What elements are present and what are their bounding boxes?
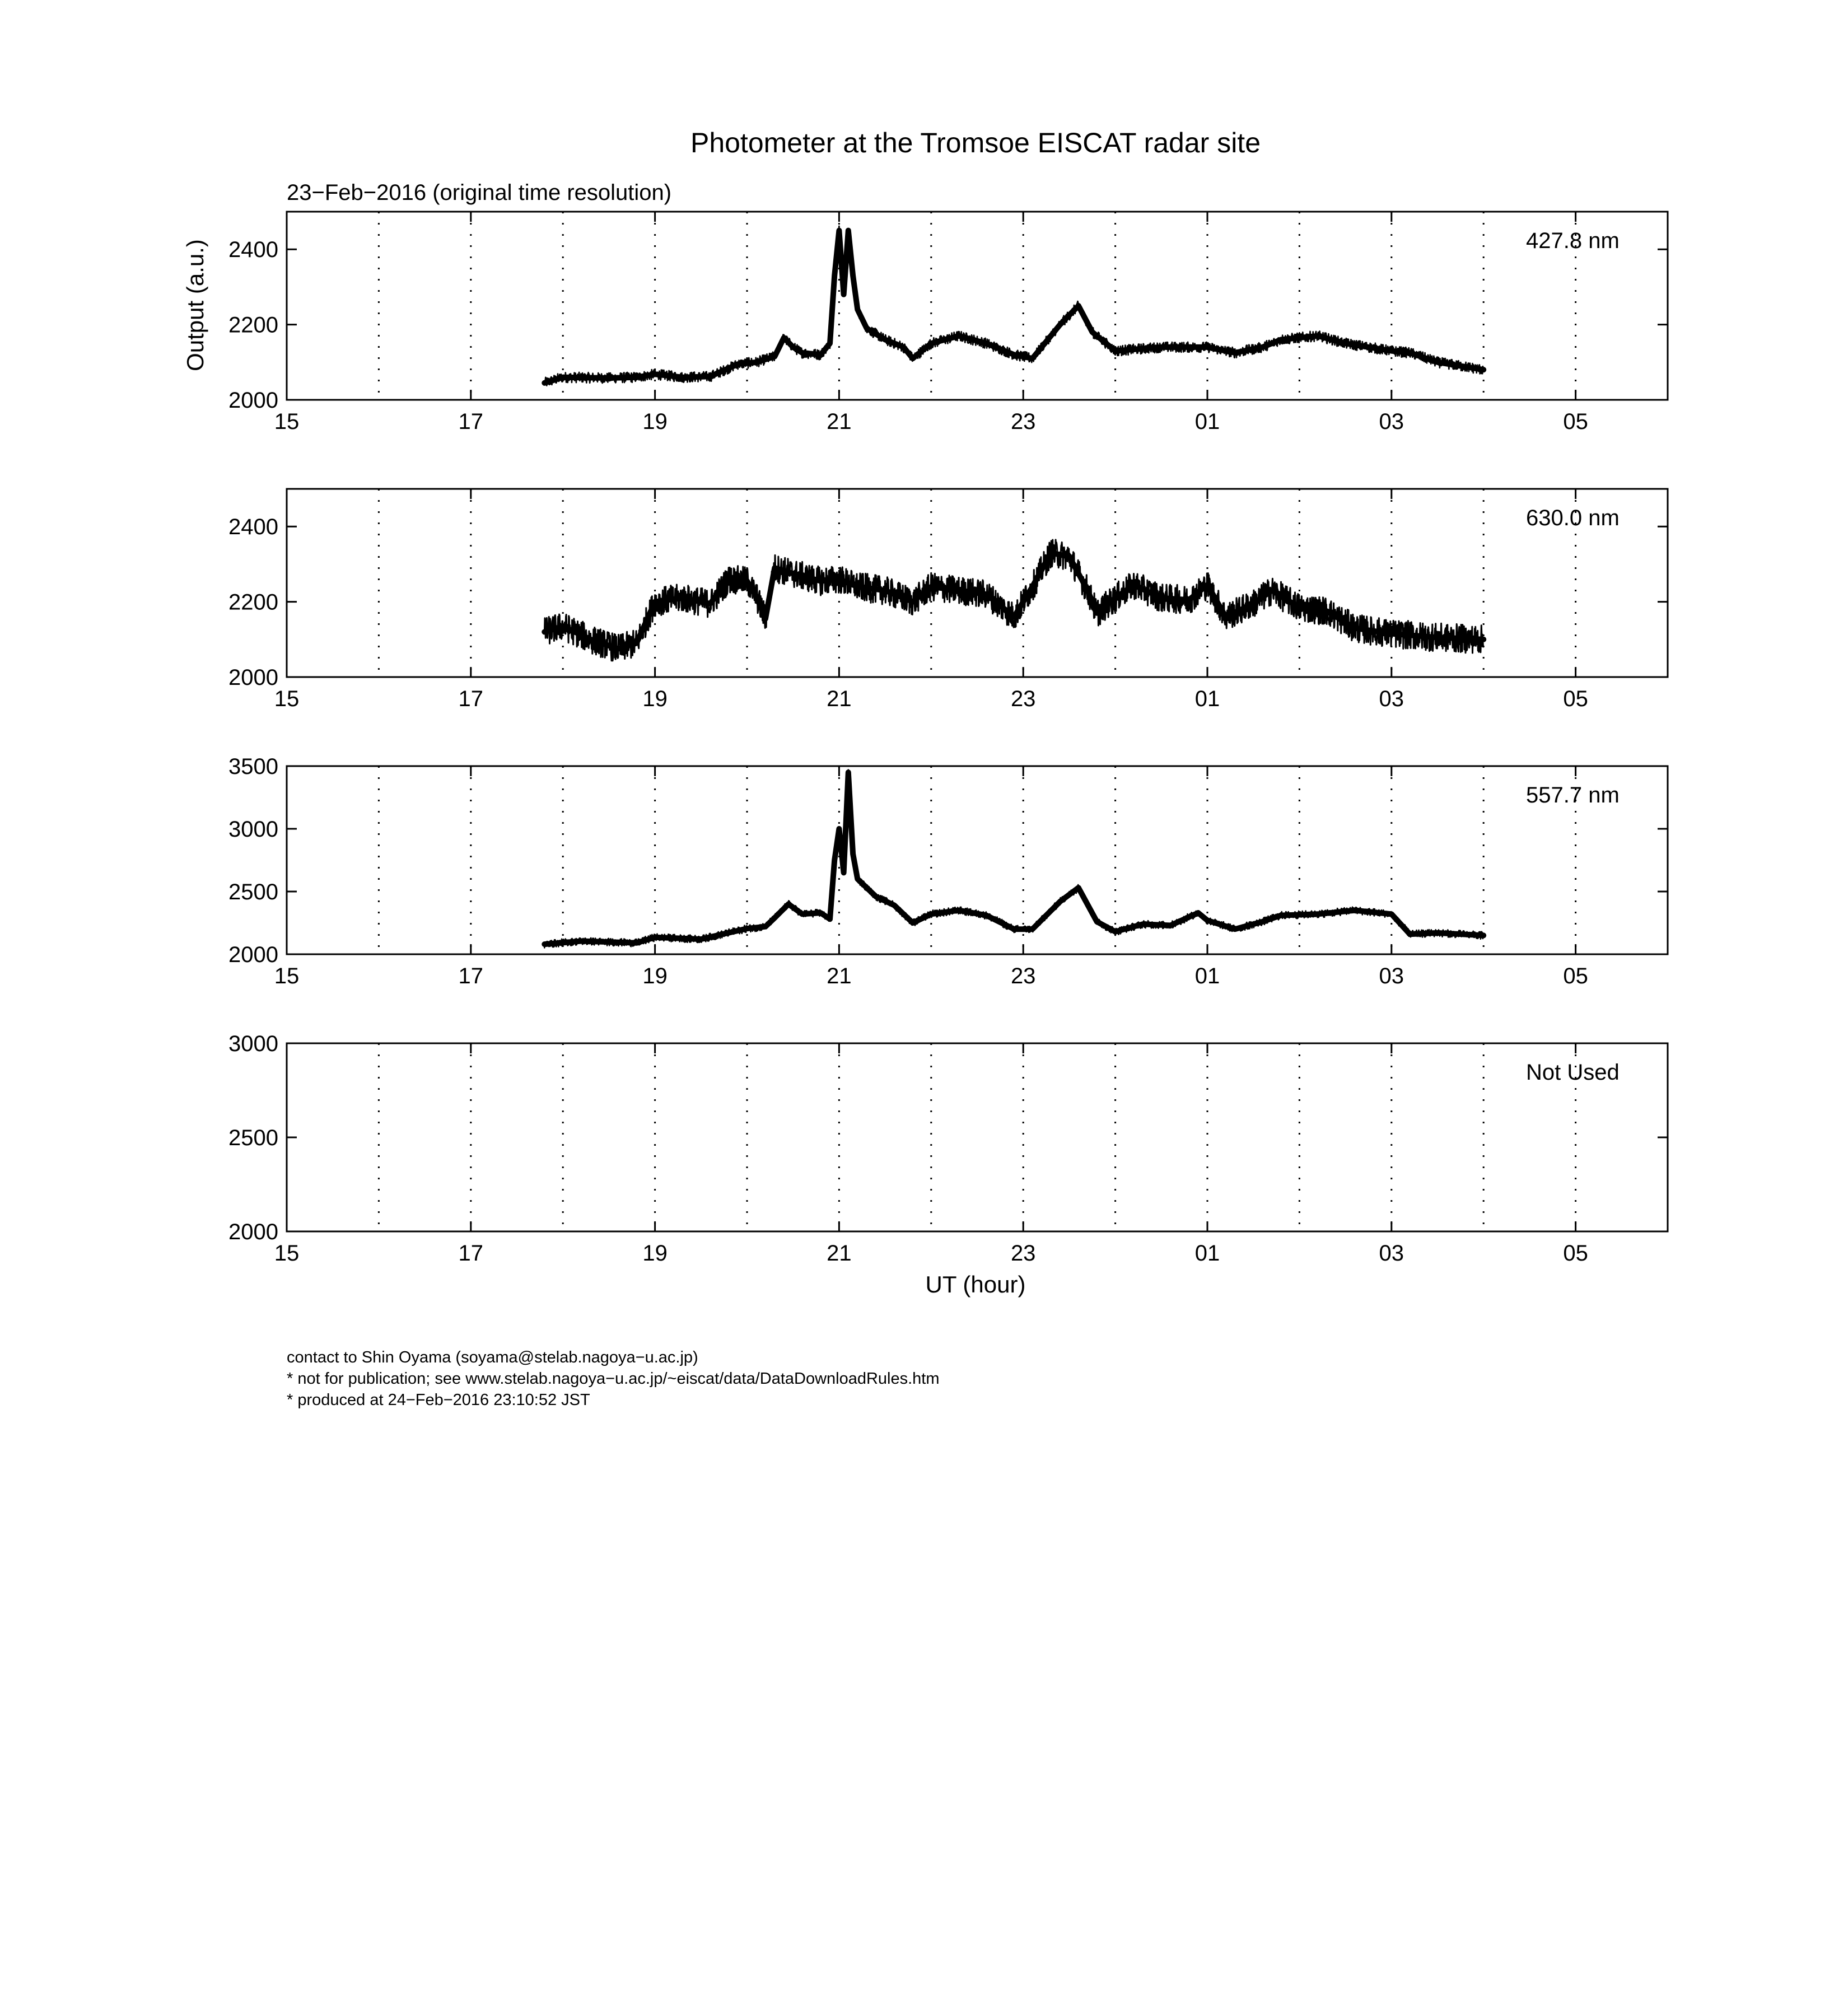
panel-4-xtick-label: 03	[1379, 1241, 1404, 1266]
panel-1	[228, 212, 1668, 434]
footer-line-contact: contact to Shin Oyama (soyama@stelab.nagoya−u.ac.jp)	[287, 1348, 698, 1366]
panel-4-xtick-label: 01	[1194, 1241, 1220, 1266]
panel-3-xtick-label: 03	[1379, 964, 1404, 988]
panel-1-xtick-label: 05	[1563, 409, 1588, 434]
panel-4-xtick-label: 21	[827, 1241, 852, 1266]
panel-2-series-core	[544, 553, 1483, 648]
panel-2-xtick-label: 19	[642, 687, 668, 711]
panel-1-xtick-label: 19	[642, 409, 668, 434]
panel-2-ytick-label: 2200	[228, 590, 278, 615]
panel-3	[228, 754, 1668, 988]
panel-1-xtick-label: 21	[827, 409, 852, 434]
panel-4-wavelength-label: Not Used	[1526, 1060, 1620, 1085]
panel-2-xtick-label: 15	[274, 687, 300, 711]
panel-2-ytick-label: 2400	[228, 515, 278, 540]
panel-2-xtick-label: 01	[1194, 687, 1220, 711]
panel-1-ytick-label: 2400	[228, 237, 278, 263]
panel-1-xtick-label: 17	[458, 409, 484, 434]
panel-2-xtick-label: 05	[1563, 687, 1588, 711]
panel-3-ytick-label: 3500	[228, 754, 278, 779]
panel-1-wavelength-label: 427.8 nm	[1526, 228, 1620, 253]
footer-line-rules: * not for publication; see www.stelab.nagoya−u.ac.jp/~eiscat/data/DataDownloadRules.htm	[287, 1370, 940, 1388]
panel-3-series-core	[544, 772, 1483, 944]
panel-2	[228, 489, 1668, 711]
panel-3-wavelength-label: 557.7 nm	[1526, 783, 1620, 808]
panel-3-xtick-label: 23	[1010, 964, 1036, 988]
panel-4-frame	[287, 1043, 1668, 1231]
panel-4-xtick-label: 19	[642, 1241, 668, 1266]
panel-2-xtick-label: 03	[1379, 687, 1404, 711]
panel-1-frame	[287, 212, 1668, 400]
panel-2-xtick-label: 17	[458, 687, 484, 711]
panel-2-wavelength-label: 630.0 nm	[1526, 506, 1620, 530]
y-axis-label: Output (a.u.)	[182, 239, 208, 371]
panel-2-xtick-label: 23	[1010, 687, 1036, 711]
panel-3-frame	[287, 766, 1668, 954]
panel-1-ytick-label: 2200	[228, 312, 278, 338]
panel-3-xtick-label: 17	[458, 964, 484, 988]
panel-1-xtick-label: 01	[1194, 409, 1220, 434]
panel-3-ytick-label: 3000	[228, 817, 278, 842]
panel-1-xtick-label: 15	[274, 409, 300, 434]
panel-3-xtick-label: 19	[642, 964, 668, 988]
panels	[228, 212, 1668, 1266]
panel-4-ytick-label: 2000	[228, 1220, 278, 1244]
panel-4-ytick-label: 3000	[228, 1032, 278, 1056]
panel-2-xtick-label: 21	[827, 687, 852, 711]
panel-4-xtick-label: 17	[458, 1241, 484, 1266]
panel-3-xtick-label: 15	[274, 964, 300, 988]
panel-3-ytick-label: 2500	[228, 880, 278, 904]
panel-4	[228, 1032, 1668, 1266]
panel-4-xtick-label: 05	[1563, 1241, 1588, 1266]
panel-4-xtick-label: 15	[274, 1241, 300, 1266]
panel-1-series-line	[544, 226, 1483, 386]
panel-4-xtick-label: 23	[1010, 1241, 1036, 1266]
panel-3-ytick-label: 2000	[228, 942, 278, 967]
panel-1-ytick-label: 2000	[228, 388, 278, 413]
panel-3-series-line	[544, 770, 1483, 948]
panel-1-series-core	[544, 231, 1483, 383]
x-axis-label: UT (hour)	[925, 1271, 1026, 1298]
panel-1-xtick-label: 03	[1379, 409, 1404, 434]
panel-3-xtick-label: 05	[1563, 964, 1588, 988]
panel-3-xtick-label: 01	[1194, 964, 1220, 988]
panel-4-ytick-label: 2500	[228, 1126, 278, 1150]
chart-subtitle: 23−Feb−2016 (original time resolution)	[287, 180, 672, 205]
chart-title: Photometer at the Tromsoe EISCAT radar site	[690, 127, 1261, 158]
footer-line-produced: * produced at 24−Feb−2016 23:10:52 JST	[287, 1391, 590, 1409]
panel-2-ytick-label: 2000	[228, 665, 278, 690]
panel-1-xtick-label: 23	[1010, 409, 1036, 434]
panel-3-xtick-label: 21	[827, 964, 852, 988]
